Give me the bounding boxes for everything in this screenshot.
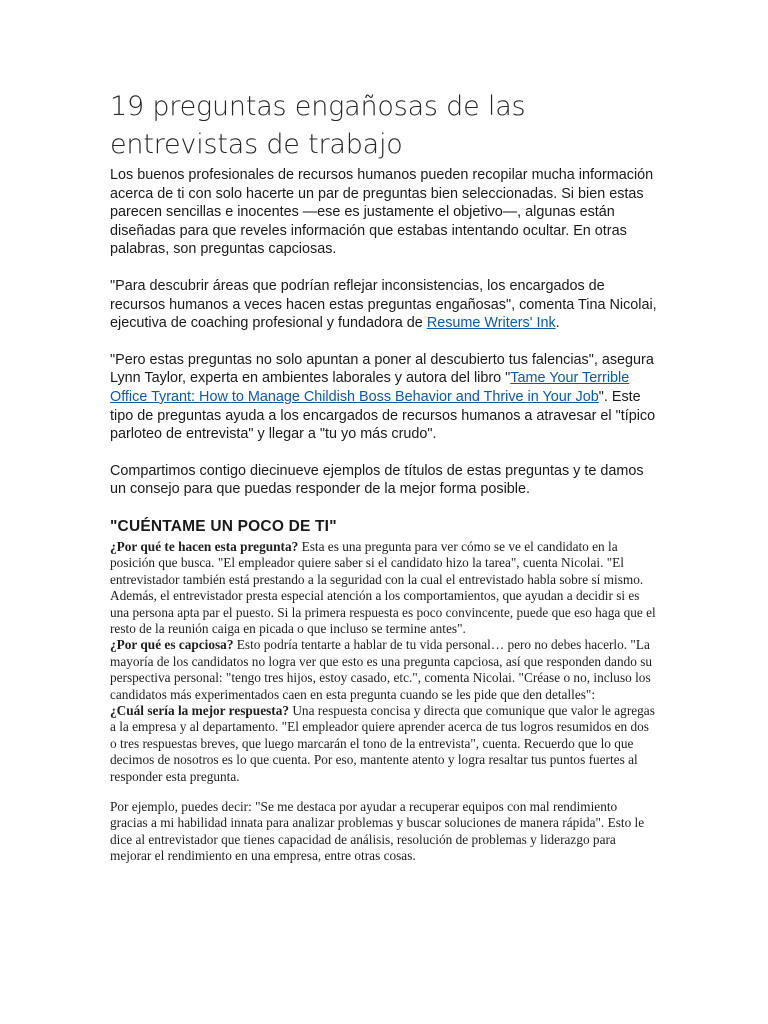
- why-asked-paragraph: [110, 539, 658, 637]
- document-page: [110, 88, 658, 865]
- quote-nicolai-text: "Para descubrir áreas que podrían reflejar inconsistencias, los encargados de recursos humanos a veces hacen estas preguntas engañosas", comenta Tina Nicolai, ejecutiva de coaching profesional y fundadora de: [110, 277, 657, 332]
- book-title-link[interactable]: Tame Your Terrible Office Tyrant: How to Manage Childish Boss Behavior and Thrive in Your Job: [110, 370, 630, 405]
- best-answer-label: ¿Cuál sería la mejor respuesta?: [110, 702, 289, 718]
- quote-nicolai-end: .: [555, 315, 560, 332]
- why-asked-label: ¿Por qué te hacen esta pregunta?: [110, 538, 299, 554]
- why-tricky-text: Esto podría tentarte a hablar de tu vida personal… pero no debes hacerlo. "La mayoría de los candidatos no logra ver que esto es una pregunta capciosa, así que responden dando su perspectiva personal: "tengo tres hijos, estoy casado, etc.", comenta Nicolai. "Créase o no, incluso los candidatos más experimentados caen en esta pregunta cuando se les pide que den detalles":: [110, 637, 653, 702]
- resume-writers-ink-link[interactable]: Resume Writers' Ink: [426, 315, 556, 332]
- quote-paragraph-taylor: [110, 351, 658, 444]
- why-asked-text: Esta es una pregunta para ver cómo se ve el candidato en la posición que busca. "El empleador quiere saber si el candidato hizo la tarea", cuenta Nicolai. "El entrevistador también está prestando a la seguridad con la cual el entrevistado habla sobre sí mismo. Además, el entrevistador presta especial atención a los comportamientos, que ayudan a decidir si es una persona apta par el puesto. Si la primera respuesta es poco convincente, puede que eso haga que el resto de la reunión caiga en picada o que incluso se termine antes".: [110, 538, 656, 636]
- quote-taylor-text: "Pero estas preguntas no solo apuntan a poner al descubierto tus falencias", asegura Lynn Taylor, experta en ambientes laborales y autora del libro ": [110, 351, 654, 387]
- why-tricky-paragraph: [110, 637, 658, 703]
- best-answer-text: Una respuesta concisa y directa que comunique que valor le agregas a la empresa y al departamento. "El empleador quiere aprender acerca de tus logros resumidos en dos o tres respuestas breves, que luego marcarán el tono de la entrevista", cuenta. Recuerdo que lo que decimos de nosotros es lo que cuenta. Por eso, mantente atento y logra resaltar tus puntos fuertes al responder esta pregunta.: [110, 702, 655, 784]
- example-paragraph: Por ejemplo, puedes decir: "Se me destaca por ayudar a recuperar equipos con mal rendimiento gracias a mi habilidad innata para analizar problemas y buscar soluciones de manera rápida". Esto le dice al entrevistador que tienes capacidad de análisis, resolución de problemas y liderazgo para mejorar el rendimiento en una empresa, entre otras cosas.: [110, 799, 645, 864]
- summary-paragraph: Compartimos contigo diecinueve ejemplos de títulos de estas preguntas y te damos un consejo para que puedas responder de la mejor forma posible.: [110, 462, 644, 498]
- section-heading: "CUÉNTAME UN POCO DE TI": [110, 517, 337, 535]
- article-title: 19 preguntas engañosas de las entrevistas de trabajo: [110, 91, 526, 160]
- best-answer-paragraph: [110, 703, 658, 785]
- quote-taylor-end: ". Este tipo de preguntas ayuda a los encargados de recursos humanos a atravesar el "típico parloteo de entrevista" y llegar a "tu yo más crudo".: [110, 388, 656, 443]
- quote-paragraph-nicolai: [110, 277, 658, 333]
- why-tricky-label: ¿Por qué es capciosa?: [110, 637, 234, 653]
- intro-paragraph: Los buenos profesionales de recursos humanos pueden recopilar mucha información acerca de ti con solo hacerte un par de preguntas bien seleccionadas. Si bien estas parecen sencillas e inocentes —ese es justamente el objetivo—, algunas están diseñadas para que reveles información que estabas intentando ocultar. En otras palabras, son preguntas capciosas.: [110, 167, 654, 258]
